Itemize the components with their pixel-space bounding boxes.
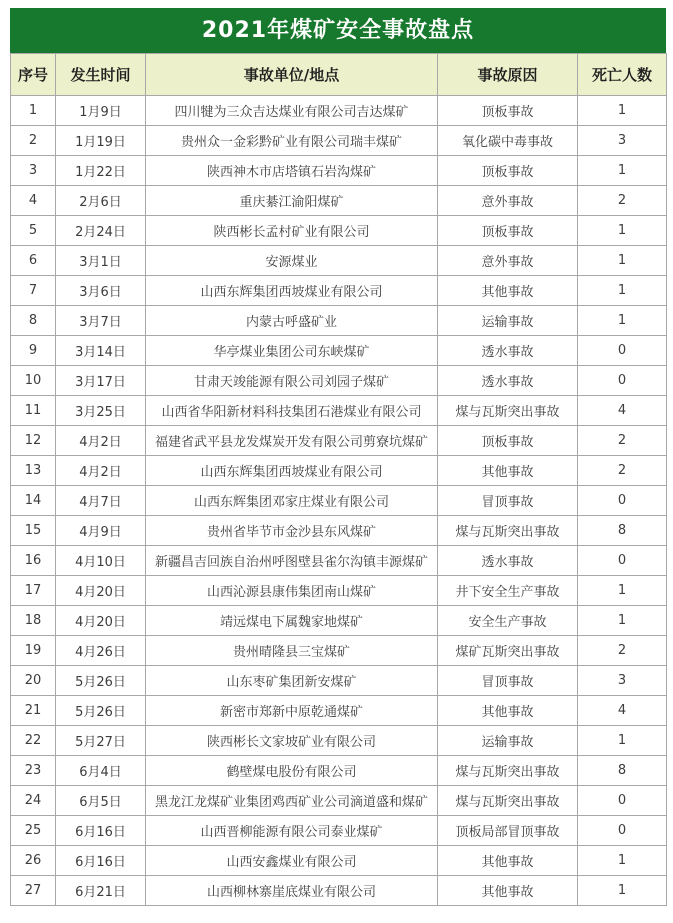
cell-date: 4月9日 — [56, 516, 146, 546]
cell-cause: 运输事故 — [438, 306, 578, 336]
cell-index: 27 — [11, 876, 56, 906]
cell-index: 15 — [11, 516, 56, 546]
table-row — [11, 666, 667, 696]
cell-deaths: 3 — [578, 666, 667, 696]
cell-cause: 顶板事故 — [438, 426, 578, 456]
cell-index: 5 — [11, 216, 56, 246]
cell-deaths: 0 — [578, 486, 667, 516]
cell-index: 12 — [11, 426, 56, 456]
cell-unit: 鹤壁煤电股份有限公司 — [146, 756, 438, 786]
cell-cause: 煤与瓦斯突出事故 — [438, 516, 578, 546]
cell-date: 5月27日 — [56, 726, 146, 756]
cell-date: 3月6日 — [56, 276, 146, 306]
table-row — [11, 486, 667, 516]
cell-index: 11 — [11, 396, 56, 426]
cell-index: 10 — [11, 366, 56, 396]
cell-index: 23 — [11, 756, 56, 786]
header-unit: 事故单位/地点 — [146, 54, 438, 96]
cell-cause: 顶板事故 — [438, 156, 578, 186]
table-row — [11, 516, 667, 546]
cell-deaths: 1 — [578, 156, 667, 186]
cell-unit: 黑龙江龙煤矿业集团鸡西矿业公司滴道盛和煤矿 — [146, 786, 438, 816]
header-index: 序号 — [11, 54, 56, 96]
cell-date: 6月16日 — [56, 816, 146, 846]
cell-index: 2 — [11, 126, 56, 156]
table-row — [11, 246, 667, 276]
cell-deaths: 1 — [578, 216, 667, 246]
cell-unit: 山西安鑫煤业有限公司 — [146, 846, 438, 876]
cell-cause: 煤与瓦斯突出事故 — [438, 396, 578, 426]
cell-index: 13 — [11, 456, 56, 486]
cell-date: 3月1日 — [56, 246, 146, 276]
cell-unit: 新密市郑新中原乾通煤矿 — [146, 696, 438, 726]
cell-index: 14 — [11, 486, 56, 516]
cell-deaths: 1 — [578, 726, 667, 756]
table-row — [11, 126, 667, 156]
cell-date: 6月5日 — [56, 786, 146, 816]
cell-date: 1月22日 — [56, 156, 146, 186]
table-row — [11, 786, 667, 816]
cell-unit: 山西东辉集团西坡煤业有限公司 — [146, 276, 438, 306]
cell-unit: 陕西神木市店塔镇石岩沟煤矿 — [146, 156, 438, 186]
cell-deaths: 8 — [578, 756, 667, 786]
cell-date: 5月26日 — [56, 666, 146, 696]
cell-unit: 新疆昌吉回族自治州呼图壁县雀尔沟镇丰源煤矿 — [146, 546, 438, 576]
cell-date: 1月19日 — [56, 126, 146, 156]
cell-date: 6月4日 — [56, 756, 146, 786]
cell-index: 18 — [11, 606, 56, 636]
cell-date: 4月7日 — [56, 486, 146, 516]
table-row — [11, 456, 667, 486]
cell-unit: 山西东辉集团邓家庄煤业有限公司 — [146, 486, 438, 516]
cell-date: 4月20日 — [56, 576, 146, 606]
cell-cause: 井下安全生产事故 — [438, 576, 578, 606]
cell-date: 2月24日 — [56, 216, 146, 246]
cell-deaths: 1 — [578, 606, 667, 636]
cell-unit: 山西东辉集团西坡煤业有限公司 — [146, 456, 438, 486]
cell-deaths: 1 — [578, 306, 667, 336]
cell-deaths: 0 — [578, 366, 667, 396]
cell-unit: 安源煤业 — [146, 246, 438, 276]
cell-cause: 其他事故 — [438, 276, 578, 306]
table-body — [11, 96, 667, 906]
table-row — [11, 876, 667, 906]
cell-deaths: 1 — [578, 246, 667, 276]
cell-unit: 山东枣矿集团新安煤矿 — [146, 666, 438, 696]
cell-cause: 意外事故 — [438, 186, 578, 216]
cell-cause: 氧化碳中毒事故 — [438, 126, 578, 156]
cell-date: 4月10日 — [56, 546, 146, 576]
table-row — [11, 306, 667, 336]
cell-deaths: 2 — [578, 186, 667, 216]
table-row — [11, 366, 667, 396]
header-date: 发生时间 — [56, 54, 146, 96]
cell-cause: 意外事故 — [438, 246, 578, 276]
cell-unit: 贵州晴隆县三宝煤矿 — [146, 636, 438, 666]
cell-date: 2月6日 — [56, 186, 146, 216]
table-row — [11, 696, 667, 726]
cell-date: 3月25日 — [56, 396, 146, 426]
cell-deaths: 2 — [578, 426, 667, 456]
cell-unit: 山西柳林寨崖底煤业有限公司 — [146, 876, 438, 906]
cell-date: 3月17日 — [56, 366, 146, 396]
cell-cause: 顶板局部冒顶事故 — [438, 816, 578, 846]
cell-unit: 陕西彬长文家坡矿业有限公司 — [146, 726, 438, 756]
table-row — [11, 276, 667, 306]
cell-unit: 山西省华阳新材料科技集团石港煤业有限公司 — [146, 396, 438, 426]
table-row — [11, 816, 667, 846]
table-row — [11, 186, 667, 216]
cell-index: 22 — [11, 726, 56, 756]
cell-unit: 山西沁源县康伟集团南山煤矿 — [146, 576, 438, 606]
header-row — [11, 54, 667, 96]
table-row — [11, 156, 667, 186]
cell-unit: 甘肃天竣能源有限公司刘园子煤矿 — [146, 366, 438, 396]
cell-index: 20 — [11, 666, 56, 696]
cell-date: 5月26日 — [56, 696, 146, 726]
cell-cause: 顶板事故 — [438, 96, 578, 126]
cell-cause: 其他事故 — [438, 876, 578, 906]
cell-index: 24 — [11, 786, 56, 816]
table-row — [11, 216, 667, 246]
table-row — [11, 546, 667, 576]
cell-deaths: 2 — [578, 636, 667, 666]
cell-index: 1 — [11, 96, 56, 126]
cell-deaths: 8 — [578, 516, 667, 546]
cell-unit: 四川犍为三众吉达煤业有限公司吉达煤矿 — [146, 96, 438, 126]
cell-deaths: 1 — [578, 276, 667, 306]
cell-deaths: 0 — [578, 336, 667, 366]
cell-date: 4月2日 — [56, 456, 146, 486]
cell-deaths: 3 — [578, 126, 667, 156]
table-row — [11, 336, 667, 366]
cell-unit: 贵州众一金彩黔矿业有限公司瑞丰煤矿 — [146, 126, 438, 156]
cell-index: 17 — [11, 576, 56, 606]
cell-date: 4月26日 — [56, 636, 146, 666]
table-row — [11, 606, 667, 636]
cell-cause: 冒顶事故 — [438, 486, 578, 516]
cell-date: 4月20日 — [56, 606, 146, 636]
cell-unit: 内蒙古呼盛矿业 — [146, 306, 438, 336]
cell-index: 3 — [11, 156, 56, 186]
cell-index: 26 — [11, 846, 56, 876]
table-row — [11, 636, 667, 666]
cell-cause: 煤与瓦斯突出事故 — [438, 786, 578, 816]
header-cause: 事故原因 — [438, 54, 578, 96]
cell-index: 21 — [11, 696, 56, 726]
cell-date: 3月14日 — [56, 336, 146, 366]
cell-cause: 其他事故 — [438, 846, 578, 876]
cell-cause: 透水事故 — [438, 546, 578, 576]
cell-deaths: 0 — [578, 546, 667, 576]
cell-deaths: 4 — [578, 396, 667, 426]
header-deaths: 死亡人数 — [578, 54, 667, 96]
cell-index: 6 — [11, 246, 56, 276]
cell-cause: 透水事故 — [438, 366, 578, 396]
table-row — [11, 426, 667, 456]
cell-date: 3月7日 — [56, 306, 146, 336]
table-row — [11, 756, 667, 786]
cell-index: 25 — [11, 816, 56, 846]
cell-deaths: 1 — [578, 576, 667, 606]
cell-unit: 贵州省毕节市金沙县东风煤矿 — [146, 516, 438, 546]
cell-unit: 重庆綦江渝阳煤矿 — [146, 186, 438, 216]
cell-date: 6月16日 — [56, 846, 146, 876]
cell-deaths: 1 — [578, 876, 667, 906]
cell-deaths: 1 — [578, 96, 667, 126]
cell-unit: 陕西彬长孟村矿业有限公司 — [146, 216, 438, 246]
cell-cause: 透水事故 — [438, 336, 578, 366]
table-row — [11, 396, 667, 426]
cell-date: 6月21日 — [56, 876, 146, 906]
cell-unit: 福建省武平县龙发煤炭开发有限公司剪寮坑煤矿 — [146, 426, 438, 456]
cell-deaths: 0 — [578, 816, 667, 846]
cell-index: 8 — [11, 306, 56, 336]
cell-date: 4月2日 — [56, 426, 146, 456]
cell-deaths: 2 — [578, 456, 667, 486]
table-row — [11, 576, 667, 606]
table-row — [11, 726, 667, 756]
cell-cause: 冒顶事故 — [438, 666, 578, 696]
cell-cause: 煤与瓦斯突出事故 — [438, 756, 578, 786]
table-header — [11, 54, 667, 96]
cell-cause: 安全生产事故 — [438, 606, 578, 636]
cell-index: 19 — [11, 636, 56, 666]
cell-cause: 运输事故 — [438, 726, 578, 756]
cell-date: 1月9日 — [56, 96, 146, 126]
cell-cause: 其他事故 — [438, 456, 578, 486]
cell-cause: 煤矿瓦斯突出事故 — [438, 636, 578, 666]
cell-index: 4 — [11, 186, 56, 216]
cell-deaths: 4 — [578, 696, 667, 726]
cell-index: 7 — [11, 276, 56, 306]
cell-deaths: 0 — [578, 786, 667, 816]
cell-index: 16 — [11, 546, 56, 576]
accident-table — [10, 53, 667, 906]
table-title: 2021年煤矿安全事故盘点 — [10, 8, 666, 53]
cell-deaths: 1 — [578, 846, 667, 876]
table-row — [11, 846, 667, 876]
table-row — [11, 96, 667, 126]
cell-cause: 顶板事故 — [438, 216, 578, 246]
cell-cause: 其他事故 — [438, 696, 578, 726]
cell-unit: 靖远煤电下属魏家地煤矿 — [146, 606, 438, 636]
cell-index: 9 — [11, 336, 56, 366]
cell-unit: 华亭煤业集团公司东峡煤矿 — [146, 336, 438, 366]
cell-unit: 山西晋柳能源有限公司泰业煤矿 — [146, 816, 438, 846]
